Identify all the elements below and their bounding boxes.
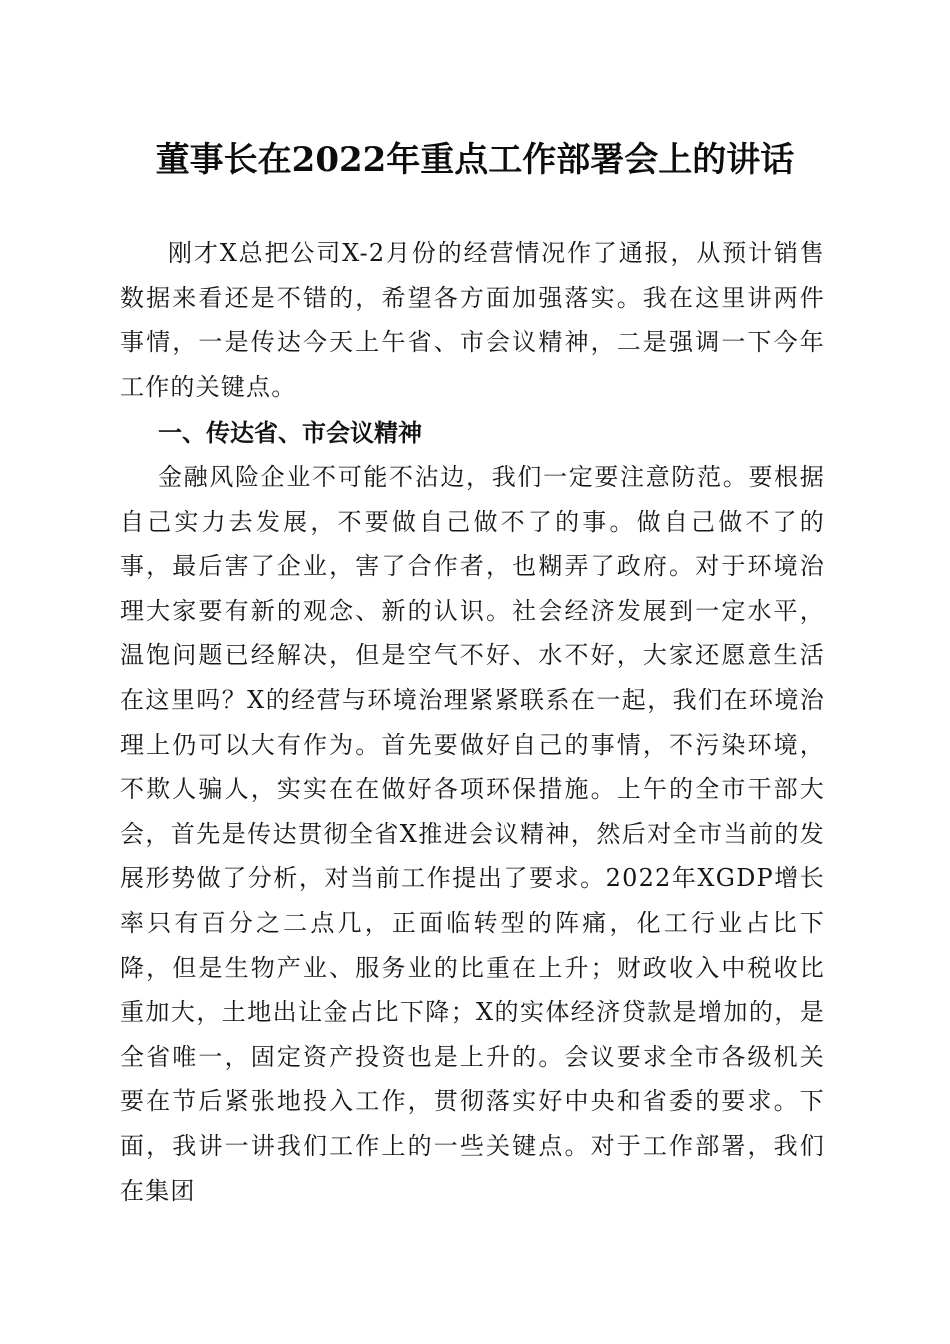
paragraph-section-1: 金融风险企业不可能不沾边，我们一定要注意防范。要根据自己实力去发展，不要做自己做不了的事。做自己做不了的事，最后害了企业，害了合作者，也糊弄了政府。对于环境治理大家要有新的观念、新的认识。社会经济发展到一定水平，温饱问题已经解决，但是空气不好、水不好，大家还愿意生活在这里吗？X的经营与环境治理紧紧联系在一起，我们在环境治理上仍可以大有作为。首先要做好自己的事情，不污染环境，不欺人骗人，实实在在做好各项环保措施。上午的全市干部大会，首先是传达贯彻全省X推进会议精神，然后对全市当前的发展形势做了分析，对当前工作提出了要求。2022年XGDP增长率只有百分之二点几，正面临转型的阵痛，化工行业占比下降，但是生物产业、服务业的比重在上升；财政收入中税收比重加大，土地出让金占比下降；X的实体经济贷款是增加的，是全省唯一，固定资产投资也是上升的。会议要求全市各级机关要在节后紧张地投入工作，贯彻落实好中央和省委的要求。下面，我讲一讲我们工作上的一些关键点。对于工作部署，我们在集团 [120,463,825,1205]
section-heading-1: 一、传达省、市会议精神 [158,419,422,447]
paragraph-intro: 刚才X总把公司X-2月份的经营情况作了通报，从预计销售数据来看还是不错的，希望各方面加强落实。我在这里讲两件事情，一是传达今天上午省、市会议精神，二是强调一下今年工作的关键点。 [120,239,825,401]
document-title: 董事长在2022年重点工作部署会上的讲话 [155,140,795,180]
